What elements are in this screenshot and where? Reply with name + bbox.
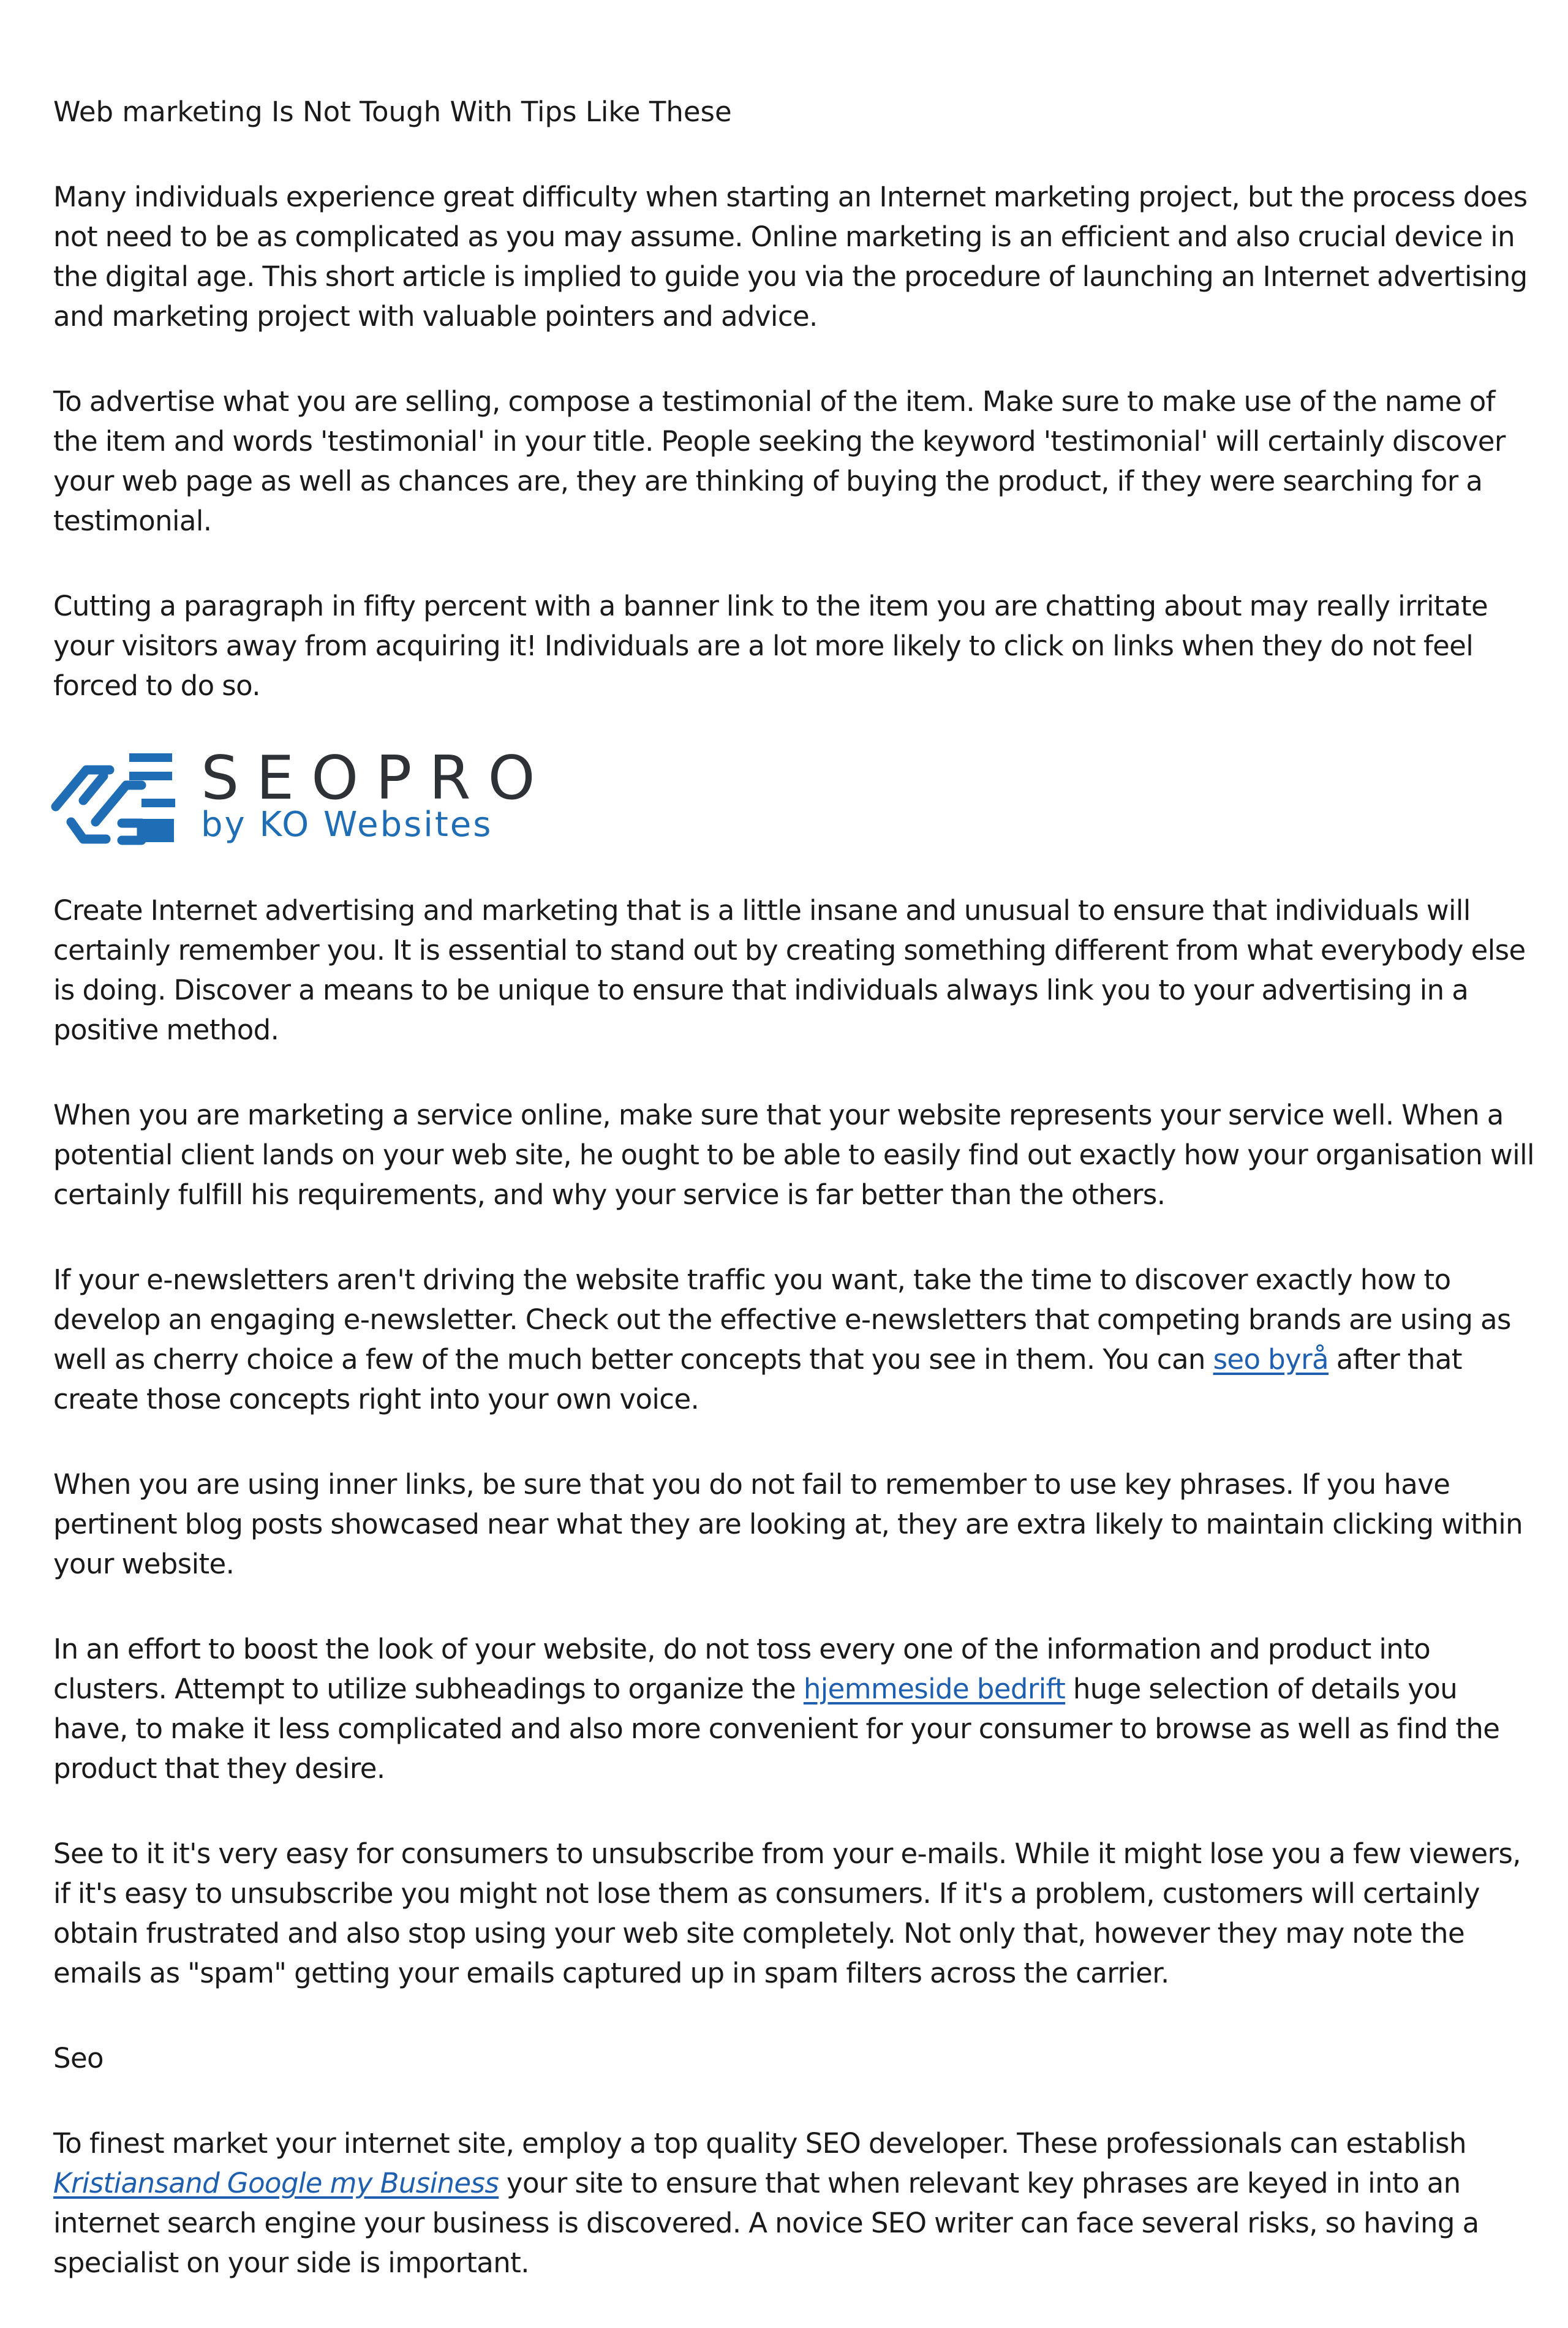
seopro-logo-tagline: by KO Websites xyxy=(201,805,493,845)
paragraph-seo-developer-text-a: To finest market your internet site, employ a top quality SEO developer. These professionals can establish xyxy=(53,2127,1466,2160)
paragraph-seo-developer xyxy=(53,2123,1536,2283)
paragraph-newsletter xyxy=(53,1260,1536,1419)
seopro-logo-mark-icon xyxy=(50,742,187,849)
paragraph-subheadings-text-a: In an effort to boost the look of your website, do not toss every one of the information and product into clusters. Attempt to utilize subheadings to organize the xyxy=(53,1633,1431,1705)
paragraph-subheadings-text-b: huge selection of details you have, to make it less complicated and also more convenient for your consumer to browse as well as find the product that they desire. xyxy=(53,1673,1500,1785)
document-page xyxy=(53,92,1536,2328)
seopro-logo xyxy=(50,737,1536,854)
paragraph-testimonial: To advertise what you are selling, compose a testimonial of the item. Make sure to make use of the name of the item and words 'testimonial' in your title. People seeking the keyword 'testimonial' will certainly discover your web page as well as chances are, they are thinking of buying the product, if they were searching for a testimonial. xyxy=(53,385,1506,537)
paragraph-banner-link: Cutting a paragraph in fifty percent with a banner link to the item you are chatting about may really irritate your visitors away from acquiring it! Individuals are a lot more likely to click on links when they do not feel forced to do so. xyxy=(53,590,1488,702)
link-hjemmeside-bedrift[interactable]: hjemmeside bedrift xyxy=(803,1673,1066,1705)
paragraph-unusual: Create Internet advertising and marketing that is a little insane and unusual to ensure that individuals will certainly remember you. It is essential to stand out by creating something different from what everybody else is doing. Discover a means to be unique to ensure that individuals always link you to your advertising in a positive method. xyxy=(53,894,1526,1046)
seopro-logo-name: SEOPRO xyxy=(201,744,552,813)
paragraph-service: When you are marketing a service online, make sure that your website represents your service well. When a potential client lands on your web site, he ought to be able to easily find out exactly how your organisation will certainly fulfill his requirements, and why your service is far better than the others. xyxy=(53,1099,1534,1211)
link-seo-byra[interactable]: seo byrå xyxy=(1213,1343,1329,1376)
paragraph-subheadings xyxy=(53,1629,1536,1788)
paragraph-newsletter-text-a: If your e-newsletters aren't driving the website traffic you want, take the time to discover exactly how to develop an engaging e-newsletter. Check out the effective e-newsletters that competing brands are using as well as cherry choice a few of the much better concepts that you see in them. You can xyxy=(53,1264,1511,1376)
paragraph-newsletter-text-b: after that create those concepts right into your own voice. xyxy=(53,1343,1462,1415)
paragraph-seo-heading: Seo xyxy=(53,2042,104,2074)
paragraph-intro: Many individuals experience great difficulty when starting an Internet marketing project, but the process does not need to be as complicated as you may assume. Online marketing is an efficient and also crucial device in the digital age. This short article is implied to guide you via the procedure of launching an Internet advertising and marketing project with valuable pointers and advice. xyxy=(53,181,1528,333)
paragraph-inner-links: When you are using inner links, be sure that you do not fail to remember to use key phrases. If you have pertinent blog posts showcased near what they are looking at, they are extra likely to maintain clicking within your website. xyxy=(53,1468,1523,1580)
paragraph-unsubscribe: See to it it's very easy for consumers to unsubscribe from your e-mails. While it might lose you a few viewers, if it's easy to unsubscribe you might not lose them as consumers. If it's a problem, customers will certainly obtain frustrated and also stop using your web site completely. Not only that, however they may note the emails as "spam" getting your emails captured up in spam filters across the carrier. xyxy=(53,1837,1521,1989)
link-kristiansand-google-my-business[interactable]: Kristiansand Google my Business xyxy=(53,2167,499,2199)
document-title: Web marketing Is Not Tough With Tips Like These xyxy=(53,96,732,128)
paragraph-seo-developer-text-b: your site to ensure that when relevant key phrases are keyed in into an internet search engine your business is discovered. A novice SEO writer can face several risks, so having a specialist on your side is important. xyxy=(53,2167,1479,2279)
